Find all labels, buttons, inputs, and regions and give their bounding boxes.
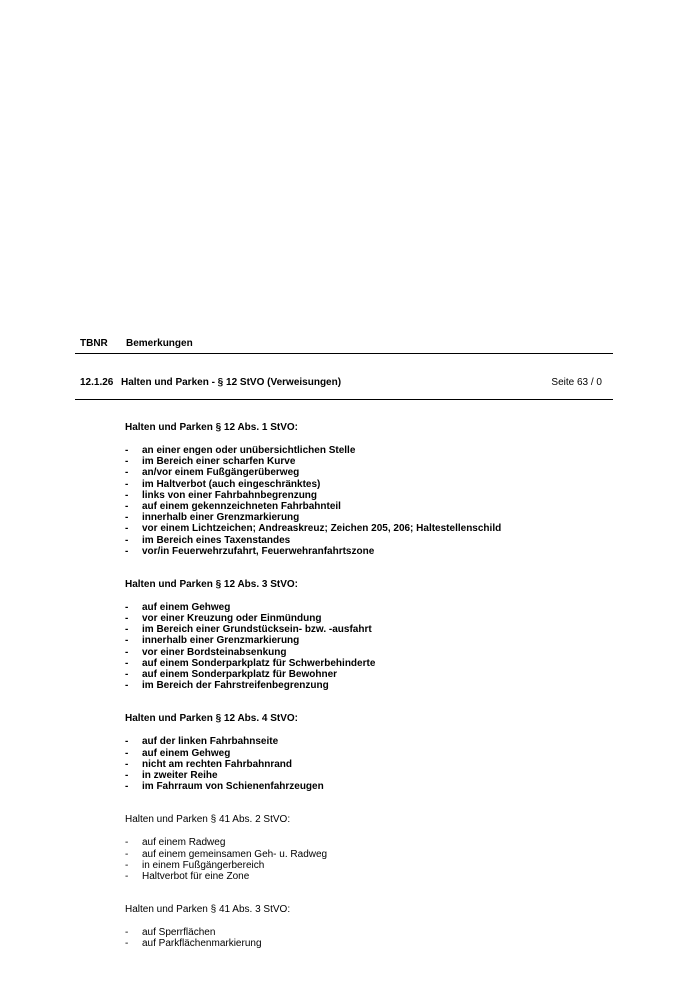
list-item xyxy=(125,759,585,770)
list-item xyxy=(125,927,585,938)
list-item xyxy=(125,781,585,792)
list-item-text: nicht am rechten Fahrbahnrand xyxy=(142,758,293,770)
section-divider xyxy=(75,399,613,400)
dash-bullet-icon: - xyxy=(125,938,129,950)
list-item xyxy=(125,871,585,882)
list-item xyxy=(125,849,585,860)
list-item xyxy=(125,445,585,456)
section-title: Halten und Parken - § 12 StVO (Verweisungen) xyxy=(121,377,342,388)
rule-list xyxy=(125,837,585,882)
dash-bullet-icon: - xyxy=(125,445,129,456)
list-item xyxy=(125,523,585,534)
list-item-text: auf einem Sonderparkplatz für Bewohner xyxy=(142,669,338,680)
list-item xyxy=(125,613,585,624)
rule-list xyxy=(125,736,585,792)
list-item xyxy=(125,680,585,691)
dash-bullet-icon: - xyxy=(125,837,129,849)
rule-group xyxy=(125,904,585,949)
list-item xyxy=(125,938,585,949)
dash-bullet-icon: - xyxy=(125,500,129,512)
list-item-text: im Fahrraum von Schienenfahrzeugen xyxy=(142,781,324,793)
section-number: 12.1.26 xyxy=(80,377,114,388)
dash-bullet-icon: - xyxy=(125,601,129,613)
list-item-text: in zweiter Reihe xyxy=(142,769,218,781)
dash-bullet-icon: - xyxy=(125,613,129,625)
list-item xyxy=(125,647,585,658)
rule-group xyxy=(125,814,585,882)
list-item-text: innerhalb einer Grenzmarkierung xyxy=(142,512,300,524)
dash-bullet-icon: - xyxy=(125,747,129,759)
group-title: Halten und Parken § 12 Abs. 1 StVO: xyxy=(125,422,299,433)
dash-bullet-icon: - xyxy=(125,646,129,658)
list-item-text: vor/in Feuerwehrzufahrt, Feuerwehranfahrtszone xyxy=(142,545,375,557)
list-item xyxy=(125,490,585,501)
dash-bullet-icon: - xyxy=(125,512,129,524)
list-item xyxy=(125,770,585,781)
dash-bullet-icon: - xyxy=(125,927,129,939)
group-title: Halten und Parken § 41 Abs. 2 StVO: xyxy=(125,814,291,826)
dash-bullet-icon: - xyxy=(125,669,129,680)
dash-bullet-icon: - xyxy=(125,680,129,692)
list-item-text: auf der linken Fahrbahnseite xyxy=(142,736,279,748)
dash-bullet-icon: - xyxy=(125,848,129,860)
list-item-text: auf einem Gehweg xyxy=(142,601,231,613)
list-item-text: auf Parkflächenmarkierung xyxy=(142,938,262,950)
list-item-text: im Bereich der Fahrstreifenbegrenzung xyxy=(142,680,329,692)
page-number: Seite 63 / 0 xyxy=(551,377,602,388)
list-item xyxy=(125,479,585,490)
dash-bullet-icon: - xyxy=(125,467,129,479)
list-item xyxy=(125,456,585,467)
rule-group xyxy=(125,713,585,792)
dash-bullet-icon: - xyxy=(125,769,129,781)
list-item xyxy=(125,602,585,613)
list-item xyxy=(125,669,585,680)
list-item-text: vor einem Lichtzeichen; Andreaskreuz; Zeichen 205, 206; Haltestellenschild xyxy=(142,523,502,535)
dash-bullet-icon: - xyxy=(125,478,129,490)
list-item-text: auf einem gemeinsamen Geh- u. Radweg xyxy=(142,848,328,860)
list-item xyxy=(125,748,585,759)
group-title: Halten und Parken § 12 Abs. 3 StVO: xyxy=(125,578,299,590)
list-item-text: innerhalb einer Grenzmarkierung xyxy=(142,635,300,647)
dash-bullet-icon: - xyxy=(125,657,129,669)
header-divider xyxy=(75,353,613,354)
list-item xyxy=(125,467,585,478)
list-item-text: an/vor einem Fußgängerüberweg xyxy=(142,467,300,479)
list-item xyxy=(125,535,585,546)
list-item-text: im Bereich einer scharfen Kurve xyxy=(142,456,296,468)
list-item-text: im Bereich einer Grundstücksein- bzw. -ausfahrt xyxy=(142,624,372,636)
list-item-text: an einer engen oder unübersichtlichen Stelle xyxy=(142,445,356,456)
list-item-text: auf einem gekennzeichneten Fahrbahnteil xyxy=(142,500,341,512)
list-item xyxy=(125,501,585,512)
dash-bullet-icon: - xyxy=(125,758,129,770)
dash-bullet-icon: - xyxy=(125,635,129,647)
list-item-text: links von einer Fahrbahnbegrenzung xyxy=(142,489,318,501)
list-item xyxy=(125,837,585,848)
list-item xyxy=(125,736,585,747)
list-item-text: im Haltverbot (auch eingeschränktes) xyxy=(142,478,321,490)
list-item-text: auf einem Gehweg xyxy=(142,747,231,759)
list-item xyxy=(125,658,585,669)
column-header-tbnr: TBNR xyxy=(80,338,108,349)
rule-list xyxy=(125,602,585,692)
list-item-text: auf einem Sonderparkplatz für Schwerbehinderte xyxy=(142,657,376,669)
dash-bullet-icon: - xyxy=(125,859,129,871)
document-body xyxy=(125,422,585,949)
rule-group xyxy=(125,579,585,692)
group-title: Halten und Parken § 12 Abs. 4 StVO: xyxy=(125,713,299,725)
rule-group xyxy=(125,422,585,557)
list-item-text: auf Sperrflächen xyxy=(142,927,216,939)
rule-list xyxy=(125,445,585,557)
list-item xyxy=(125,512,585,523)
list-item xyxy=(125,624,585,635)
list-item xyxy=(125,860,585,871)
dash-bullet-icon: - xyxy=(125,523,129,535)
column-header-bemerkungen: Bemerkungen xyxy=(126,338,193,349)
dash-bullet-icon: - xyxy=(125,870,129,882)
list-item-text: in einem Fußgängerbereich xyxy=(142,859,265,871)
group-title: Halten und Parken § 41 Abs. 3 StVO: xyxy=(125,904,291,916)
list-item-text: vor einer Kreuzung oder Einmündung xyxy=(142,613,322,625)
dash-bullet-icon: - xyxy=(125,781,129,793)
list-item-text: auf einem Radweg xyxy=(142,837,226,849)
dash-bullet-icon: - xyxy=(125,545,129,557)
list-item-text: Haltverbot für eine Zone xyxy=(142,870,250,882)
rule-list xyxy=(125,927,585,949)
list-item xyxy=(125,546,585,557)
list-item-text: im Bereich eines Taxenstandes xyxy=(142,534,291,546)
dash-bullet-icon: - xyxy=(125,456,129,468)
list-item xyxy=(125,635,585,646)
list-item-text: vor einer Bordsteinabsenkung xyxy=(142,646,287,658)
dash-bullet-icon: - xyxy=(125,489,129,501)
dash-bullet-icon: - xyxy=(125,624,129,636)
dash-bullet-icon: - xyxy=(125,736,129,748)
dash-bullet-icon: - xyxy=(125,534,129,546)
